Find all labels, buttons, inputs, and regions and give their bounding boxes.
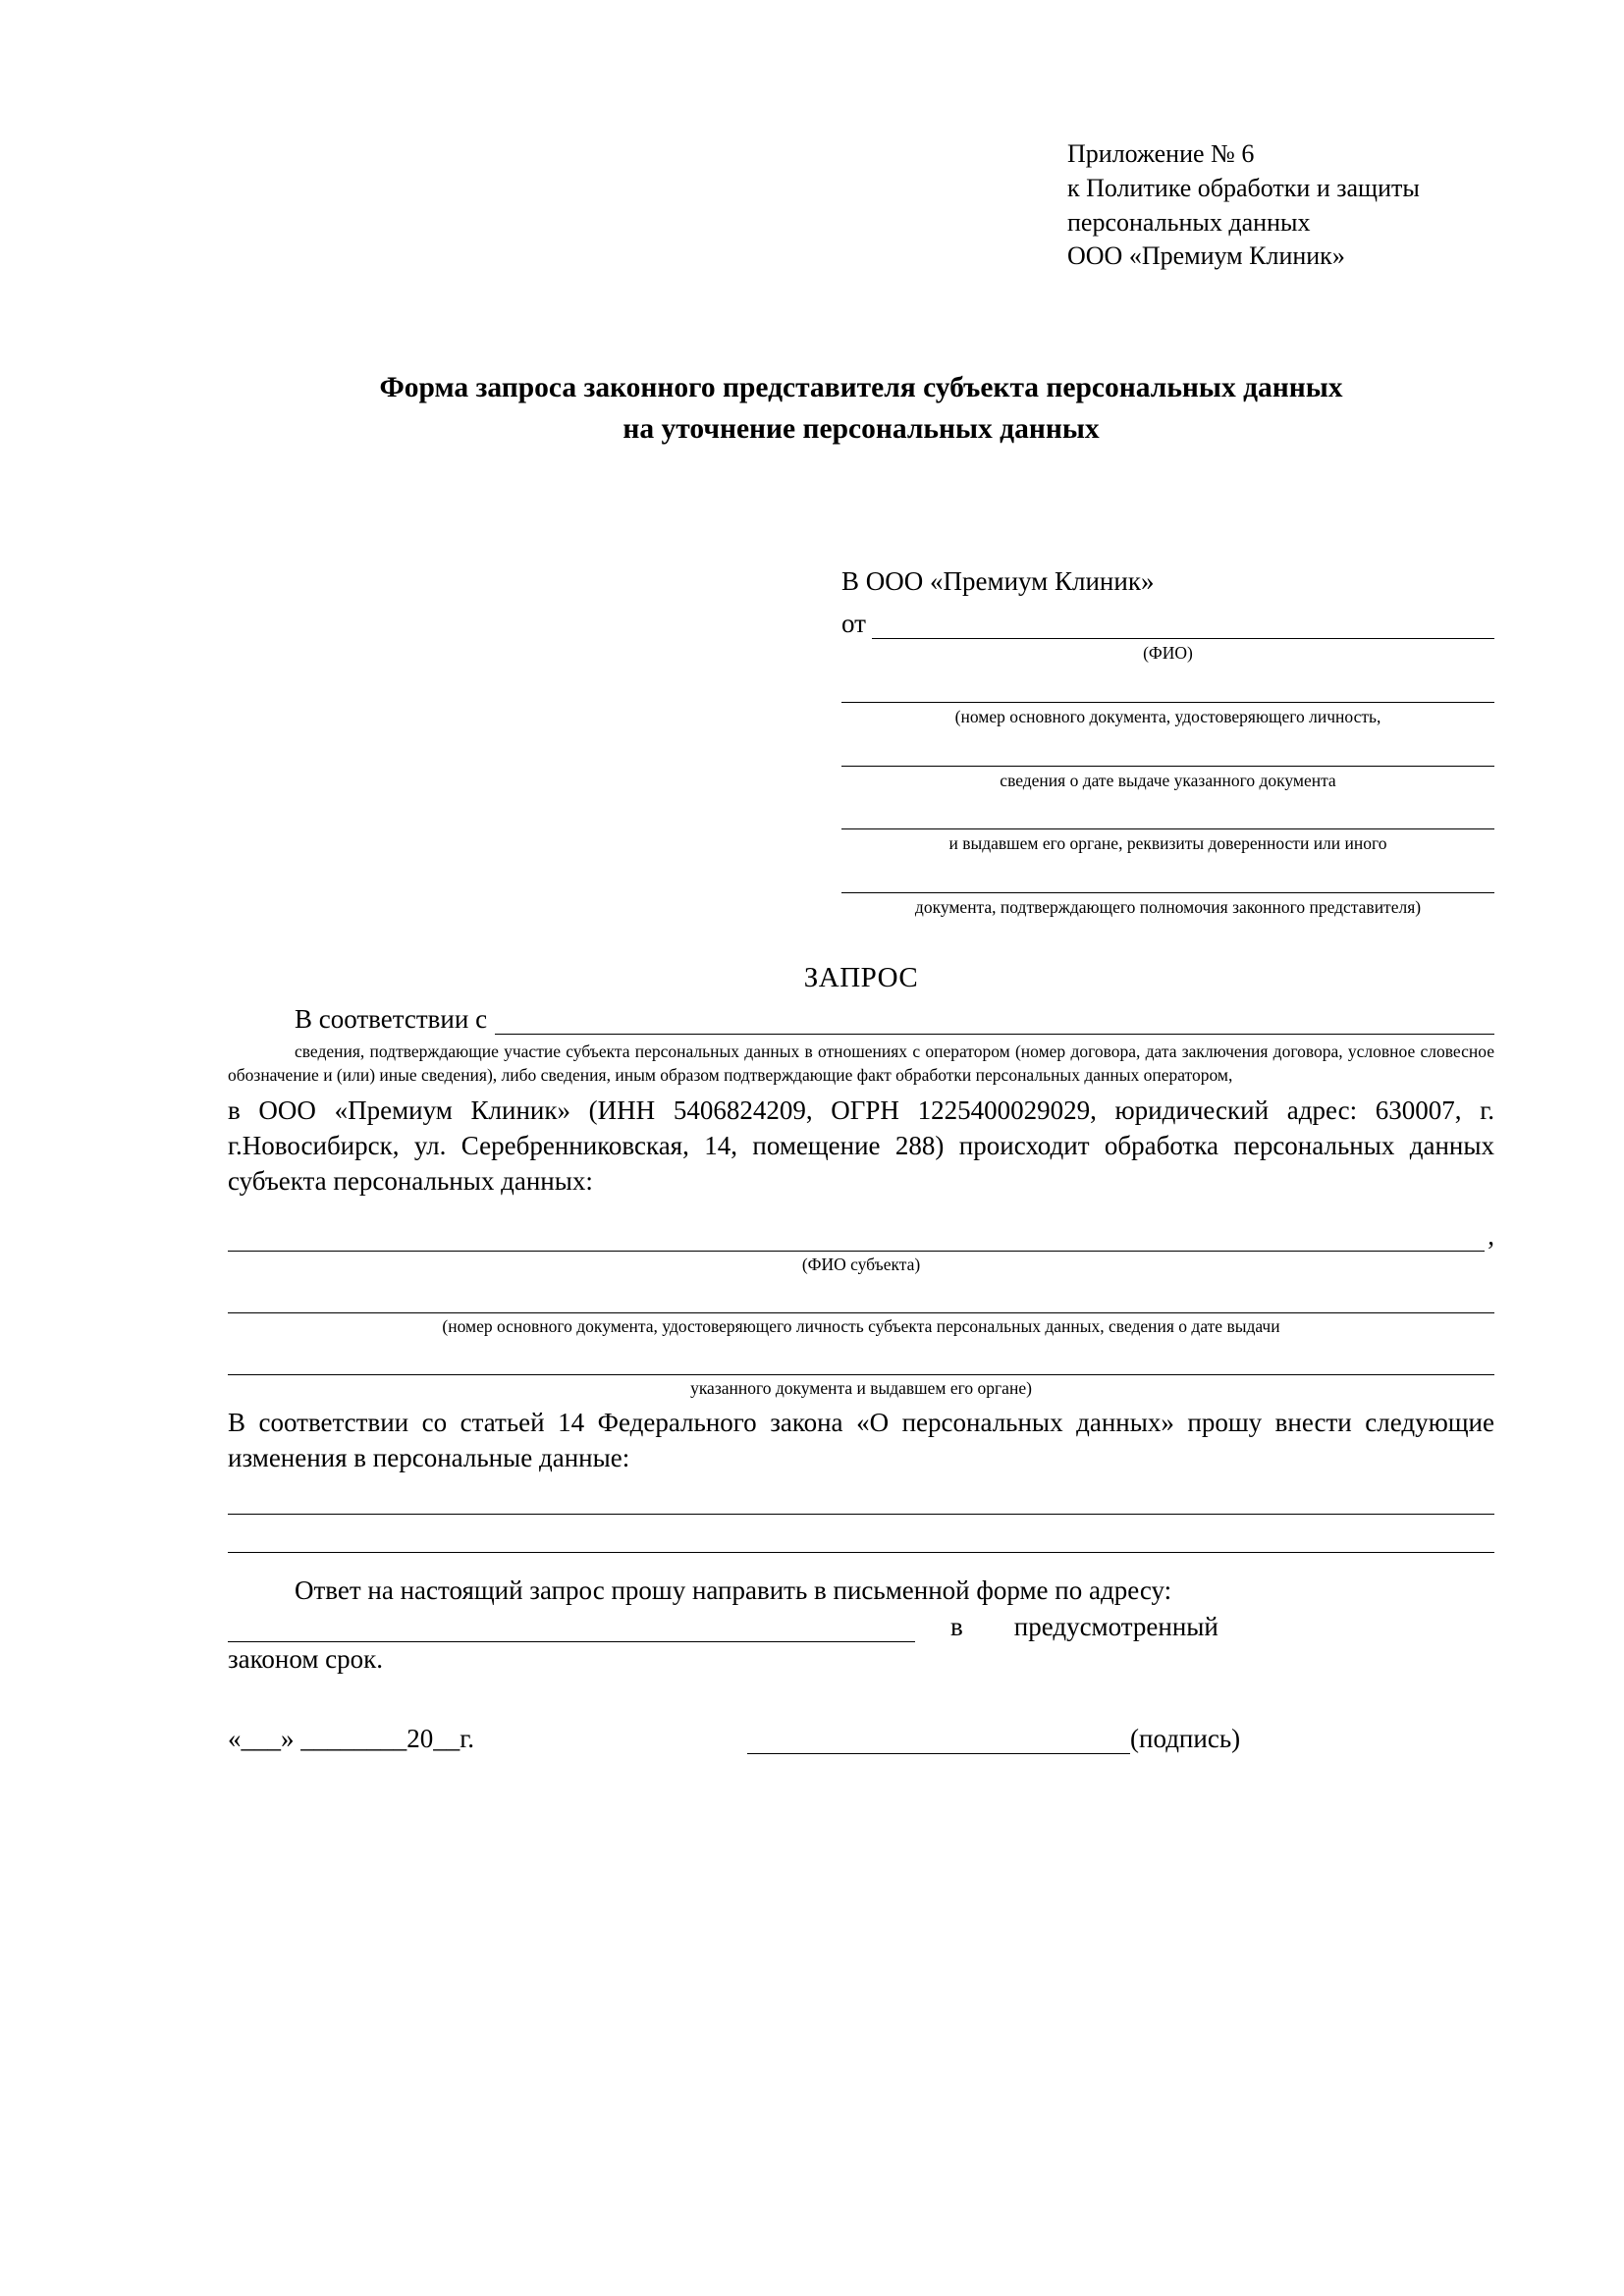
document-content <box>228 137 1494 1754</box>
appendix-line-1: Приложение № 6 <box>1067 139 1255 168</box>
doc-line-1 <box>841 682 1494 728</box>
subject-comma: , <box>1488 1220 1494 1251</box>
changes-row-1 <box>228 1494 1494 1515</box>
changes-row-2 <box>228 1532 1494 1553</box>
addressee-organization: В ООО «Премиум Клиник» <box>841 566 1155 597</box>
in-accordance-label: В соответствии с <box>295 1003 488 1034</box>
from-label: от <box>841 609 866 639</box>
changes-field-2[interactable] <box>228 1532 1494 1553</box>
appendix-line-4: ООО «Премиум Клиник» <box>1067 241 1345 271</box>
signature-date[interactable]: «___» ________20__г. <box>228 1723 475 1753</box>
answer-paragraph: Ответ на настоящий запрос прошу направить в письменной форме по адресу: <box>295 1575 1172 1605</box>
answer-word-predusmotrenny: предусмотренный <box>1013 1611 1218 1641</box>
caption-fio: (ФИО) <box>1143 643 1193 664</box>
signature-row <box>228 1724 1494 1754</box>
caption-doc-3: и выдавшем его органе, реквизиты доверенности или иного <box>948 833 1387 854</box>
fineprint-1-text: сведения, подтверждающие участие субъекта персональных данных в отношениях с оператором (номер договора, дата заключения договора, условное словесное обозначение и (или) иные сведения), либо сведения, иным образом подтверждающие факт обработки персональных данных оператором, <box>228 1041 1494 1085</box>
appendix-line-2: к Политике обработки и защиты <box>1067 173 1420 202</box>
caption-doc-1: (номер основного документа, удостоверяющего личность, <box>954 706 1381 726</box>
operator-paragraph: в ООО «Премиум Клиник» (ИНН 5406824209, ОГРН 1225400029029, юридический адрес: 630007, г. г.Новосибирск, ул. Серебренниковская, 14, помещение 288) происходит обработка персональных данных субъекта персональных данных: <box>228 1095 1494 1196</box>
caption-doc-4: документа, подтверждающего полномочия законного представителя) <box>914 897 1422 918</box>
changes-field-1[interactable] <box>228 1494 1494 1515</box>
in-accordance-field[interactable] <box>495 1012 1494 1035</box>
subject-doc-field-1[interactable] <box>228 1293 1494 1313</box>
doc-line-3 <box>841 809 1494 855</box>
subject-doc-row-2 <box>228 1355 1494 1399</box>
from-row <box>841 609 1494 639</box>
answer-word-v: в <box>950 1611 963 1641</box>
signature-label: (подпись) <box>1130 1723 1241 1753</box>
appendix-line-3: персональных данных <box>1067 207 1311 237</box>
caption-subject-doc-1: (номер основного документа, удостоверяющего личность субъекта персональных данных, сведения о дате выдачи <box>442 1315 1280 1336</box>
answer-address-field[interactable] <box>228 1620 915 1642</box>
doc-issuer-field[interactable] <box>841 809 1494 829</box>
subject-fio-field[interactable] <box>228 1231 1485 1252</box>
doc-line-2 <box>841 746 1494 792</box>
addressee-block <box>841 566 1494 919</box>
doc-authority-field[interactable] <box>841 873 1494 893</box>
caption-doc-2: сведения о дате выдаче указанного документа <box>1000 770 1336 790</box>
fineprint-1 <box>228 1040 1494 1087</box>
subject-doc-field-2[interactable] <box>228 1355 1494 1375</box>
caption-subject-doc-2: указанного документа и выдавшем его органе) <box>690 1377 1032 1398</box>
doc-issue-date-field[interactable] <box>841 746 1494 767</box>
appendix-header <box>1067 137 1494 274</box>
doc-line-4 <box>841 873 1494 919</box>
subject-fio-row <box>228 1221 1494 1252</box>
title-line-1: Форма запроса законного представителя субъекта персональных данных <box>379 372 1343 404</box>
subject-doc-row-1 <box>228 1293 1494 1337</box>
article-paragraph: В соответствии со статьей 14 Федерального закона «О персональных данных» прошу внести следующие изменения в персональные данные: <box>228 1407 1494 1472</box>
in-accordance-row <box>228 1004 1494 1035</box>
doc-number-field[interactable] <box>841 682 1494 703</box>
answer-address-row <box>228 1612 1494 1642</box>
answer-tail: законом срок. <box>228 1643 384 1674</box>
from-fio-field[interactable] <box>872 616 1494 639</box>
title-line-2: на уточнение персональных данных <box>623 413 1100 446</box>
caption-subject-fio: (ФИО субъекта) <box>801 1254 921 1274</box>
request-heading: ЗАПРОС <box>803 961 919 993</box>
signature-field[interactable] <box>747 1732 1130 1754</box>
page-title <box>228 368 1494 451</box>
